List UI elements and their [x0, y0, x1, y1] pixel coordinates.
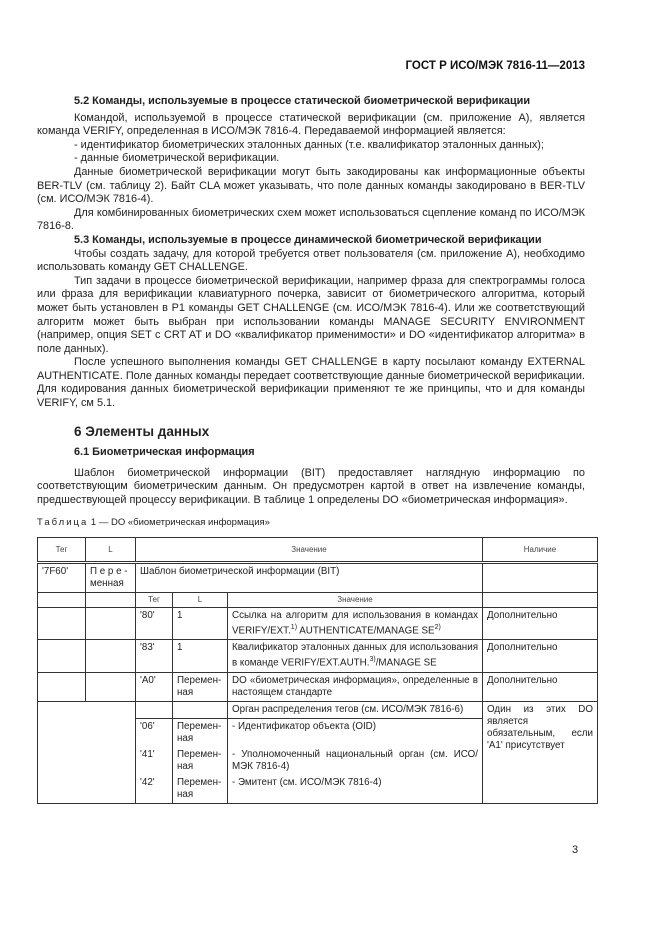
- value-text: Ссылка на алгоритм для использования в командах VERIFY/EXT.: [232, 610, 478, 637]
- cell-tag: '41': [136, 747, 173, 775]
- cell-tag: '7F60': [38, 563, 86, 593]
- paragraph: Для комбинированных биометрических схем может использоваться сцепление команд по ИСО/МЭК 7816-8.: [37, 206, 585, 233]
- table-row: [38, 701, 598, 718]
- header-value: Значение: [136, 538, 483, 563]
- paragraph: Тип задачи в процессе биометрической верификации, например фраза для спектрограммы голоса или фраза для верификации клавиатурного почерка, зависит от биометрического алгоритма, который может быть установлен в Р1 команды GET CHALLENGE (см. ИСО/МЭК 7816-4). Или же соответствующий алгоритм может быть выбран при использовании команды MANAGE SECURITY ENVIRONMENT (например, опция SET с CRT AT и DO «квалификатор применимости» и DO «идентификатор алгоритма» в поле данных).: [37, 274, 585, 355]
- cell-presence: Один из этих DO является обязательным, если 'A1' присутствует: [483, 701, 598, 803]
- cell-value: Шаблон биометрической информации (BIT): [136, 563, 483, 593]
- cell-empty: [86, 608, 136, 640]
- cell-tag: '42': [136, 775, 173, 804]
- inner-header-value: Значение: [228, 593, 483, 608]
- footnote-ref: 1): [290, 624, 298, 631]
- cell-value: [228, 608, 483, 640]
- cell-empty: [86, 593, 136, 608]
- cell-l: 1: [173, 608, 228, 640]
- caption-label: Таблица: [37, 516, 89, 528]
- cell-tag: '06': [136, 718, 173, 747]
- table-row: [38, 608, 598, 640]
- value-text: AUTHENTICATE/MANAGE SE: [297, 625, 435, 637]
- inner-header-tag: Тег: [136, 593, 173, 608]
- paragraph: Шаблон биометрической информации (BIT) предоставляет наглядную информацию по соответствующим биометрическим данным. Он предусмотрен картой в ответ на извлечение команды, предшествующей процессу верификации. В таблице 1 определены DO «биометрическая информация».: [37, 466, 585, 507]
- cell-empty: [38, 701, 136, 803]
- paragraph: Данные биометрической верификации могут быть закодированы как информационные объекты BER-TLV (см. таблицу 2). Байт CLA может указывать, что поле данных команды закодировано в BER-TLV (см. ИСО/МЭК 7816-4).: [37, 165, 585, 206]
- cell-presence: [483, 563, 598, 593]
- section-5-3-title: 5.3 Команды, используемые в процессе динамической биометрической верификации: [74, 233, 542, 246]
- paragraph: После успешного выполнения команды GET CHALLENGE в карту посылают команду EXTERNAL AUTHENTICATE. Поле данных команды передает соответствующие данные биометрической верификации. Для кодирования данных биометрической верификации применяют те же принципы, что и для команды VERIFY, см 5.1.: [37, 356, 585, 410]
- cell-presence: Дополнительно: [483, 672, 598, 701]
- value-text: Квалификатор эталонных данных для использования в команде VERIFY/EXT.AUTH.: [232, 642, 478, 669]
- cell-presence: Дополнительно: [483, 640, 598, 672]
- value-text: /MANAGE SE: [375, 657, 437, 669]
- table-row: [38, 672, 598, 701]
- cell-tag: 'A0': [136, 672, 173, 701]
- cell-empty: [38, 608, 86, 640]
- cell-empty: [38, 672, 86, 701]
- list-item: - идентификатор биометрических эталонных данных (т.е. квалификатор эталонных данных);: [74, 138, 544, 151]
- cell-presence: Дополнительно: [483, 608, 598, 640]
- header-l: L: [86, 538, 136, 563]
- cell-empty: [38, 640, 86, 672]
- cell-empty: [86, 672, 136, 701]
- table-row: [38, 563, 598, 593]
- cell-empty: [483, 593, 598, 608]
- inner-header-row: [38, 593, 598, 608]
- biometric-info-table: [37, 537, 598, 804]
- cell-empty: [86, 640, 136, 672]
- cell-value: - Идентификатор объекта (OID): [228, 718, 483, 747]
- cell-value: - Уполномоченный национальный орган (см. ИСО/МЭК 7816-4): [228, 747, 483, 775]
- paragraph: Командой, используемой в процессе статической верификации (см. приложение А), является команда VERIFY, определенная в ИСО/МЭК 7816-4. Передаваемой информацией является:: [37, 111, 585, 138]
- cell-value: Орган распределения тегов (см. ИСО/МЭК 7816-6): [228, 701, 483, 718]
- table-caption: [37, 516, 585, 530]
- list-item: - данные биометрической верификации.: [74, 152, 280, 165]
- header-tag: Тег: [38, 538, 86, 563]
- table-row: [38, 640, 598, 672]
- table-header-row: [38, 538, 598, 563]
- page-body: [37, 95, 585, 529]
- footnote-ref: 3): [369, 656, 376, 664]
- paragraph: Чтобы создать задачу, для которой требуется ответ пользователя (см. приложение А), необходимо использовать команду GET CHALLENGE.: [37, 247, 585, 274]
- cell-empty: [173, 701, 228, 718]
- cell-l: П е р е - менная: [86, 563, 136, 593]
- cell-value: - Эмитент (см. ИСО/МЭК 7816-4): [228, 775, 483, 804]
- cell-tag: '83': [136, 640, 173, 672]
- section-6-title: 6 Элементы данных: [74, 423, 210, 439]
- cell-tag: '80': [136, 608, 173, 640]
- cell-l: Перемен-ная: [173, 747, 228, 775]
- cell-empty: [38, 593, 86, 608]
- document-header: ГОСТ Р ИСО/МЭК 7816-11—2013: [405, 60, 585, 72]
- page-number: 3: [572, 844, 579, 856]
- cell-l: Перемен-ная: [173, 775, 228, 804]
- section-6-1-title: 6.1 Биометрическая информация: [74, 446, 255, 459]
- cell-l: Перемен-ная: [173, 672, 228, 701]
- caption-text: 1 — DO «биометрическая информация»: [90, 516, 270, 528]
- cell-l: 1: [173, 640, 228, 672]
- footnote-ref: 2): [434, 624, 441, 631]
- cell-value: DO «биометрическая информация», определенные в настоящем стандарте: [228, 672, 483, 701]
- section-5-2-title: 5.2 Команды, используемые в процессе статической биометрической верификации: [74, 95, 531, 107]
- inner-header-l: L: [173, 593, 228, 608]
- cell-l: Перемен-ная: [173, 718, 228, 747]
- header-presence: Наличие: [483, 538, 598, 563]
- cell-value: [228, 640, 483, 672]
- cell-empty: [136, 701, 173, 718]
